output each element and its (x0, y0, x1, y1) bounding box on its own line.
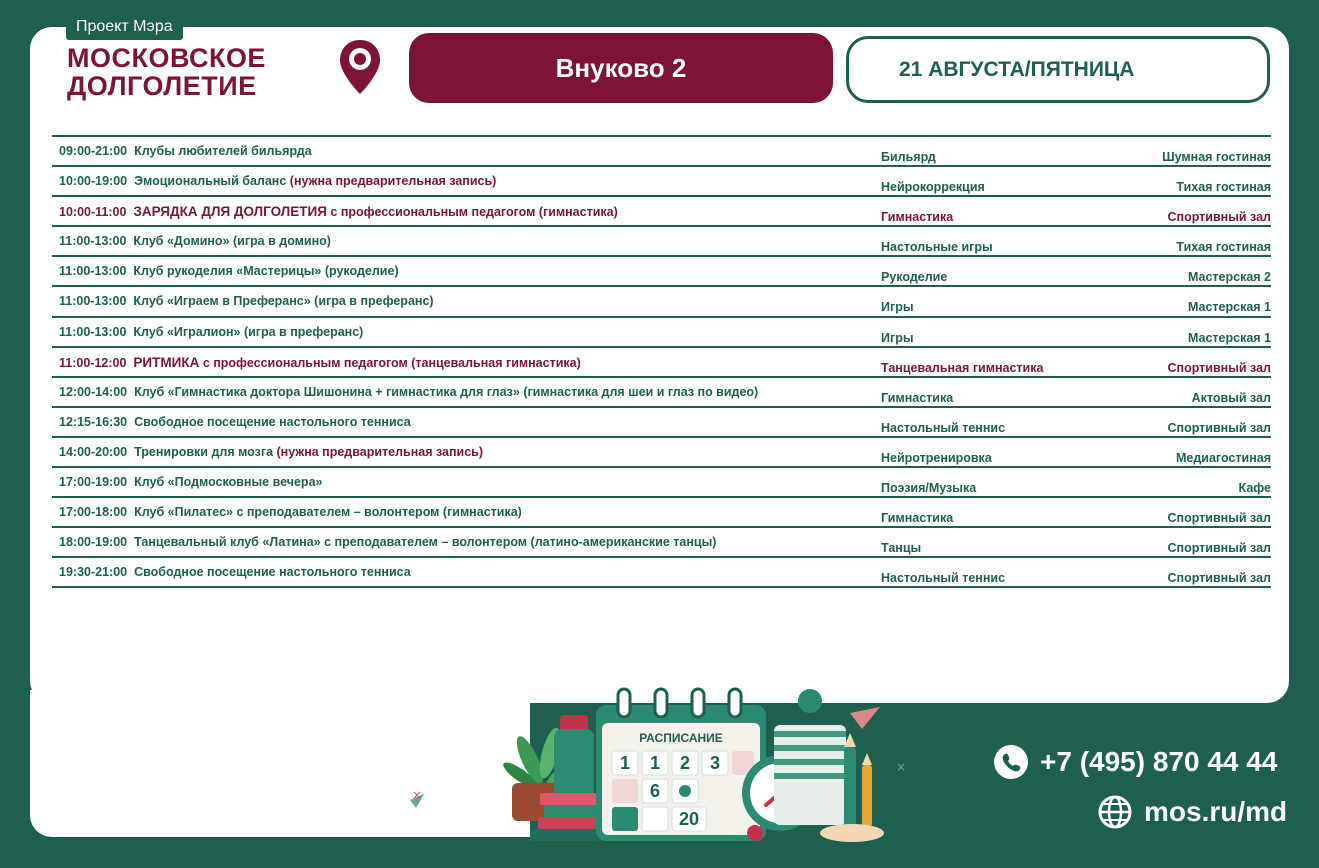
schedule-row (52, 558, 1271, 588)
schedule-event (59, 204, 618, 219)
contacts-block (994, 740, 1287, 834)
schedule-event (59, 445, 483, 459)
schedule-category: Настольные игры (881, 240, 993, 255)
paper-plane-right-icon (850, 707, 880, 729)
schedule-title: Клуб «Гимнастика доктора Шишонина + гимнастика для глаз» (гимнастика для шеи и глаз по видео) (134, 384, 759, 399)
schedule-time: 12:00-14:00 (59, 384, 128, 399)
schedule-place: Спортивный зал (1167, 541, 1271, 556)
schedule-time: 11:00-13:00 (59, 234, 127, 249)
svg-text:2: 2 (679, 753, 691, 773)
schedule-place: Спортивный зал (1167, 571, 1271, 586)
schedule-category: Танцы (881, 541, 922, 556)
pencil-icon (844, 733, 872, 827)
schedule-time: 19:30-21:00 (59, 565, 128, 580)
schedule-title: Тренировки для мозга (134, 444, 274, 459)
schedule-category: Игры (881, 330, 914, 345)
schedule-time: 09:00-21:00 (59, 144, 128, 158)
schedule-note: с профессиональным педагогом (танцевальная гимнастика) (202, 355, 581, 370)
schedule-row (52, 137, 1271, 167)
schedule-event (59, 505, 522, 519)
schedule-row (52, 468, 1271, 498)
schedule-row (52, 378, 1271, 408)
calendar-illustration (400, 665, 920, 845)
schedule-title: Клуб «Пилатес» с преподавателем – волонтером (гимнастика) (134, 505, 522, 520)
schedule-time: 17:00-19:00 (59, 475, 128, 490)
schedule-row (52, 528, 1271, 558)
schedule-title: Танцевальный клуб «Латина» с преподавателем – волонтером (латино-американские танцы) (134, 535, 717, 550)
schedule-time: 18:00-19:00 (59, 535, 128, 550)
schedule-event (59, 355, 581, 370)
website-link[interactable]: mos.ru/md (1144, 796, 1288, 827)
globe-icon (774, 689, 846, 825)
schedule-category: Гимнастика (881, 210, 954, 225)
location-badge: Внуково 2 (409, 33, 833, 103)
phone-icon (994, 745, 1028, 779)
schedule-title: Эмоциональный баланс (134, 174, 287, 189)
schedule-table (52, 135, 1271, 588)
schedule-time: 11:00-13:00 (59, 294, 127, 309)
schedule-event (59, 294, 434, 308)
logo-line-1: МОСКОВСКОЕ (67, 43, 266, 73)
logo (67, 44, 266, 100)
schedule-event (59, 385, 758, 399)
schedule-title: ЗАРЯДКА ДЛЯ ДОЛГОЛЕТИЯ (133, 204, 327, 220)
schedule-category: Нейротренировка (881, 450, 992, 465)
calendar-icon (596, 689, 766, 841)
schedule-title: Свободное посещение настольного тенниса (134, 414, 411, 429)
svg-text:20: 20 (678, 809, 700, 829)
schedule-place: Спортивный зал (1167, 420, 1271, 435)
schedule-row (52, 167, 1271, 197)
schedule-title: Свободное посещение настольного тенниса (134, 565, 411, 580)
schedule-row (52, 197, 1271, 227)
schedule-row (52, 498, 1271, 528)
schedule-note: с профессиональным педагогом (гимнастика) (330, 205, 618, 220)
schedule-event (59, 475, 322, 489)
svg-text:1: 1 (619, 753, 631, 773)
svg-text:×: × (412, 788, 423, 802)
schedule-time: 11:00-13:00 (59, 264, 127, 279)
schedule-category: Рукоделие (881, 270, 948, 285)
project-badge: Проект Мэра (66, 14, 183, 40)
schedule-place: Шумная гостиная (1162, 150, 1271, 164)
schedule-time: 17:00-18:00 (59, 505, 128, 520)
schedule-row (52, 348, 1271, 378)
svg-text:×: × (896, 760, 907, 774)
schedule-place: Медиагостиная (1175, 450, 1271, 465)
schedule-event (59, 264, 399, 278)
schedule-row (52, 227, 1271, 257)
schedule-row (52, 318, 1271, 348)
website-line[interactable] (994, 790, 1287, 834)
ball-icon (747, 825, 763, 841)
schedule-category: Поэзия/Музыка (881, 481, 977, 496)
schedule-category: Гимнастика (881, 390, 954, 405)
schedule-category: Настольный теннис (881, 420, 1006, 435)
schedule-title: Клуб «Подмосковные вечера» (134, 475, 323, 490)
schedule-time: 14:00-20:00 (59, 444, 128, 459)
schedule-time: 10:00-11:00 (59, 205, 127, 220)
date-box: 21 АВГУСТА/ПЯТНИЦА (846, 36, 1270, 103)
globe-web-icon (1098, 795, 1132, 829)
svg-text:3: 3 (709, 753, 721, 773)
schedule-note: (нужна предварительная запись) (289, 174, 497, 189)
schedule-category: Настольный теннис (881, 571, 1006, 586)
books-icon (530, 793, 600, 841)
schedule-category: Нейрокоррекция (881, 180, 985, 195)
schedule-event (59, 144, 312, 158)
schedule-place: Кафе (1238, 481, 1271, 496)
schedule-title: Клуб рукоделия «Мастерицы» (рукоделие) (133, 264, 399, 279)
schedule-place: Мастерская 1 (1187, 300, 1271, 315)
phone-number[interactable]: +7 (495) 870 44 44 (1040, 746, 1278, 777)
schedule-event (59, 174, 496, 188)
schedule-event (59, 565, 411, 579)
schedule-event (59, 234, 331, 248)
schedule-title: Клуб «Игралион» (игра в преферанс) (133, 324, 364, 339)
schedule-place: Тихая гостиная (1176, 240, 1271, 255)
schedule-event (59, 325, 363, 339)
eraser-icon (820, 824, 884, 842)
logo-line-2: ДОЛГОЛЕТИЕ (67, 71, 257, 101)
schedule-place: Спортивный зал (1167, 511, 1271, 526)
schedule-title: Клуб «Играем в Преферанс» (игра в преферанс) (133, 294, 434, 309)
schedule-title: РИТМИКА (133, 354, 200, 370)
schedule-time: 10:00-19:00 (59, 174, 128, 189)
location-pin-icon (338, 38, 382, 96)
schedule-category: Танцевальная гимнастика (881, 360, 1044, 375)
schedule-row (52, 438, 1271, 468)
svg-text:1: 1 (649, 753, 661, 773)
schedule-title: Клуб «Домино» (игра в домино) (133, 234, 331, 249)
schedule-place: Спортивный зал (1167, 360, 1271, 375)
calendar-title: РАСПИСАНИЕ (639, 731, 723, 745)
schedule-place: Актовый зал (1191, 390, 1271, 405)
schedule-time: 11:00-13:00 (59, 324, 127, 339)
phone-line[interactable] (994, 740, 1287, 784)
schedule-event (59, 535, 716, 549)
schedule-row (52, 257, 1271, 287)
schedule-row (52, 408, 1271, 438)
schedule-category: Гимнастика (881, 511, 954, 526)
schedule-time: 12:15-16:30 (59, 414, 128, 429)
schedule-event (59, 415, 411, 429)
svg-text:6: 6 (649, 781, 661, 801)
schedule-place: Мастерская 1 (1187, 330, 1271, 345)
schedule-note: (нужна предварительная запись) (276, 444, 484, 459)
schedule-place: Тихая гостиная (1176, 180, 1271, 195)
schedule-place: Спортивный зал (1167, 210, 1271, 225)
schedule-place: Мастерская 2 (1187, 270, 1271, 285)
schedule-time: 11:00-12:00 (59, 355, 127, 370)
schedule-row (52, 287, 1271, 317)
schedule-category: Бильярд (881, 150, 936, 164)
schedule-title: Клубы любителей бильярда (134, 144, 312, 158)
schedule-category: Игры (881, 300, 914, 315)
